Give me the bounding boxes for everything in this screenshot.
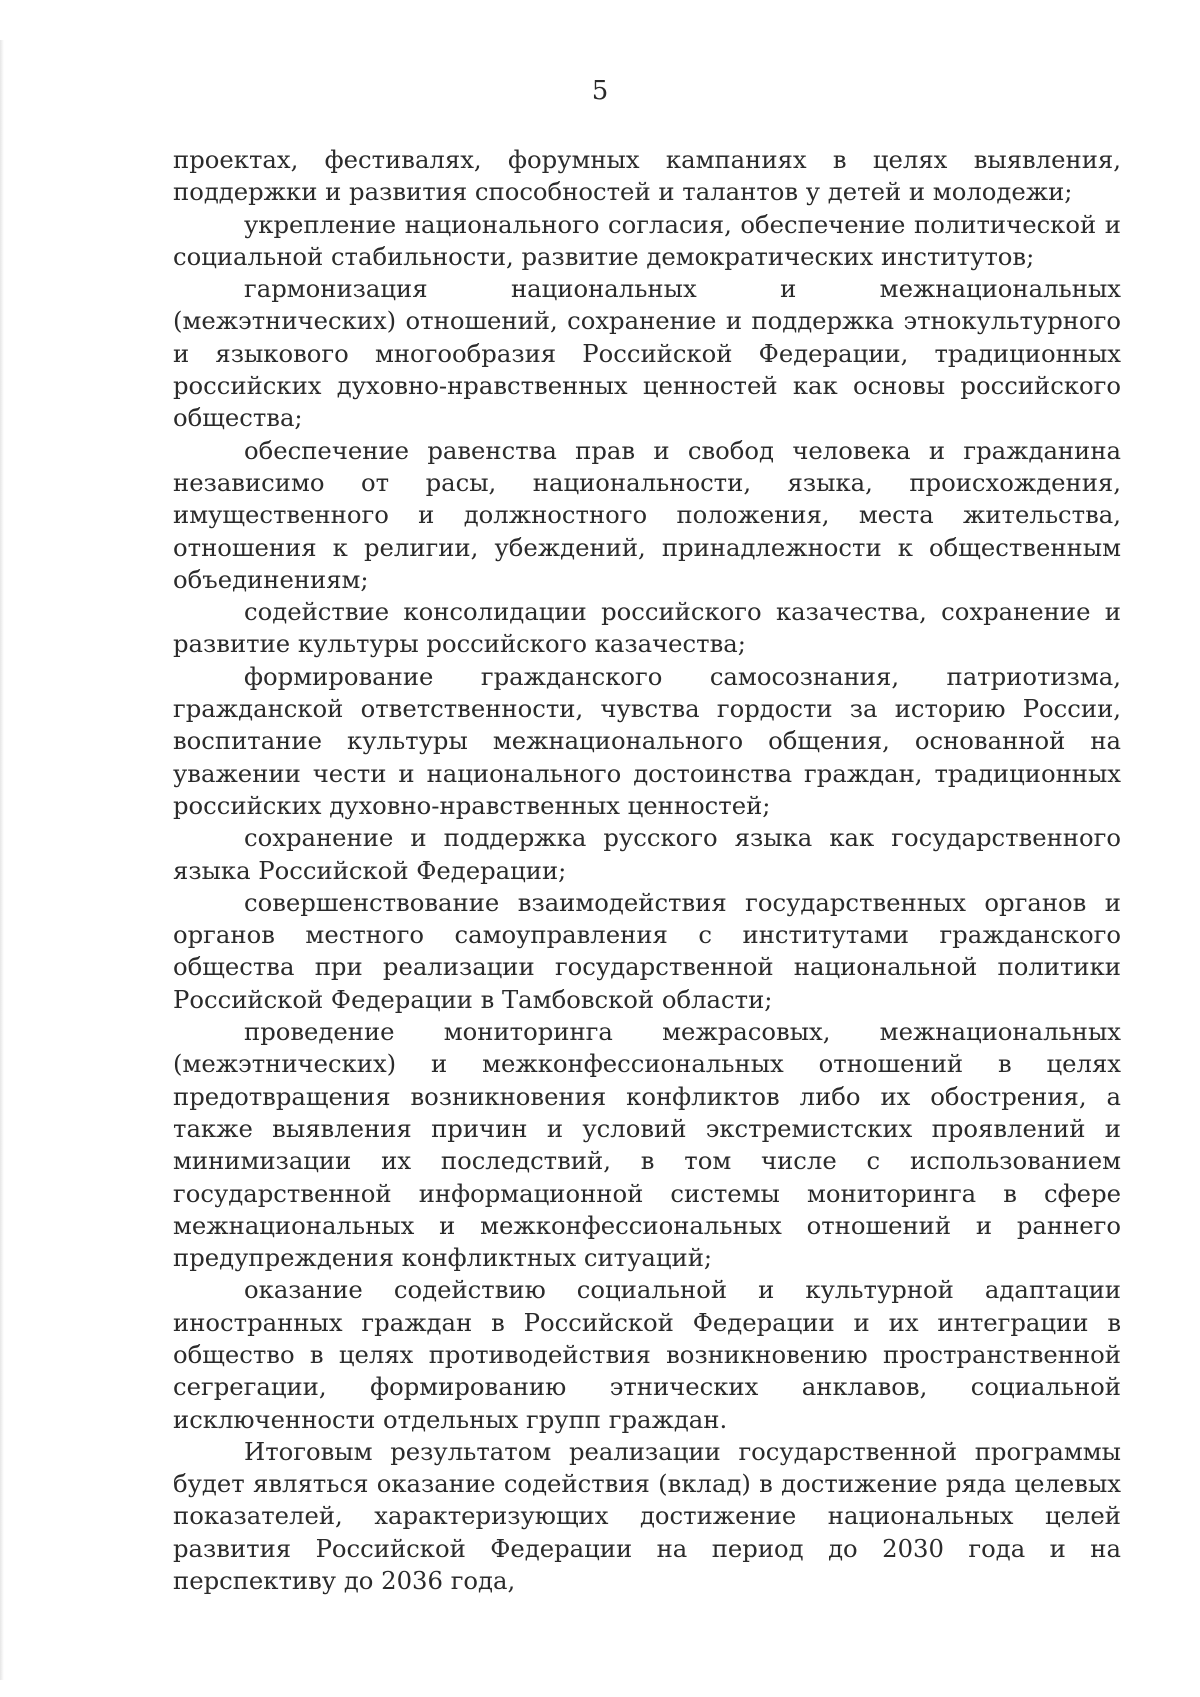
page-number: 5 xyxy=(591,76,609,106)
paragraph: сохранение и поддержка русского языка как государственного языка Российской Федерации; xyxy=(173,823,1121,885)
paragraph: содействие консолидации российского казачества, сохранение и развитие культуры российского казачества; xyxy=(173,597,1121,659)
paragraph: проектах, фестивалях, форумных кампаниях в целях выявления, поддержки и развития способностей и талантов у детей и молодежи; xyxy=(173,145,1121,207)
paragraph: гармонизация национальных и межнациональных (межэтнических) отношений, сохранение и поддержка этнокультурного и языкового многообразия Российской Федерации, традиционных российских духовно-нравственных ценностей как основы российского общества; xyxy=(173,274,1121,433)
paragraph: Итоговым результатом реализации государственной программы будет являться оказание содействия (вклад) в достижение ряда целевых показателей, характеризующих достижение национальных целей развития Российской Федерации на период до 2030 года и на перспективу до 2036 года, xyxy=(173,1436,1121,1596)
paragraph: обеспечение равенства прав и свобод человека и гражданина независимо от расы, национальности, языка, происхождения, имущественного и должностного положения, места жительства, отношения к религии, убеждений, принадлежности к общественным объединениям; xyxy=(173,435,1121,594)
paragraph: оказание содействию социальной и культурной адаптации иностранных граждан в Российской Федерации и их интеграции в общество в целях противодействия возникновению пространственной сегрегации, формированию этнических анклавов, социальной исключенности отдельных групп граждан. xyxy=(173,1275,1121,1434)
paragraph: совершенствование взаимодействия государственных органов и органов местного самоуправления с институтами гражданского общества при реализации государственной национальной политики Российской Федерации в Тамбовской области; xyxy=(173,887,1121,1014)
scan-edge-shadow xyxy=(0,40,4,1680)
document-body xyxy=(173,144,1121,1597)
paragraph: укрепление национального согласия, обеспечение политической и социальной стабильности, развитие демократических институтов; xyxy=(173,209,1121,271)
paragraph: формирование гражданского самосознания, патриотизма, гражданской ответственности, чувства гордости за историю России, воспитание культуры межнационального общения, основанной на уважении чести и национального достоинства граждан, традиционных российских духовно-нравственных ценностей; xyxy=(173,661,1121,820)
paragraph: проведение мониторинга межрасовых, межнациональных (межэтнических) и межконфессиональных отношений в целях предотвращения возникновения конфликтов либо их обострения, а также выявления причин и условий экстремистских проявлений и минимизации их последствий, в том числе с использованием государственной информационной системы мониторинга в сфере межнациональных и межконфессиональных отношений и раннего предупреждения конфликтных ситуаций; xyxy=(173,1017,1121,1273)
